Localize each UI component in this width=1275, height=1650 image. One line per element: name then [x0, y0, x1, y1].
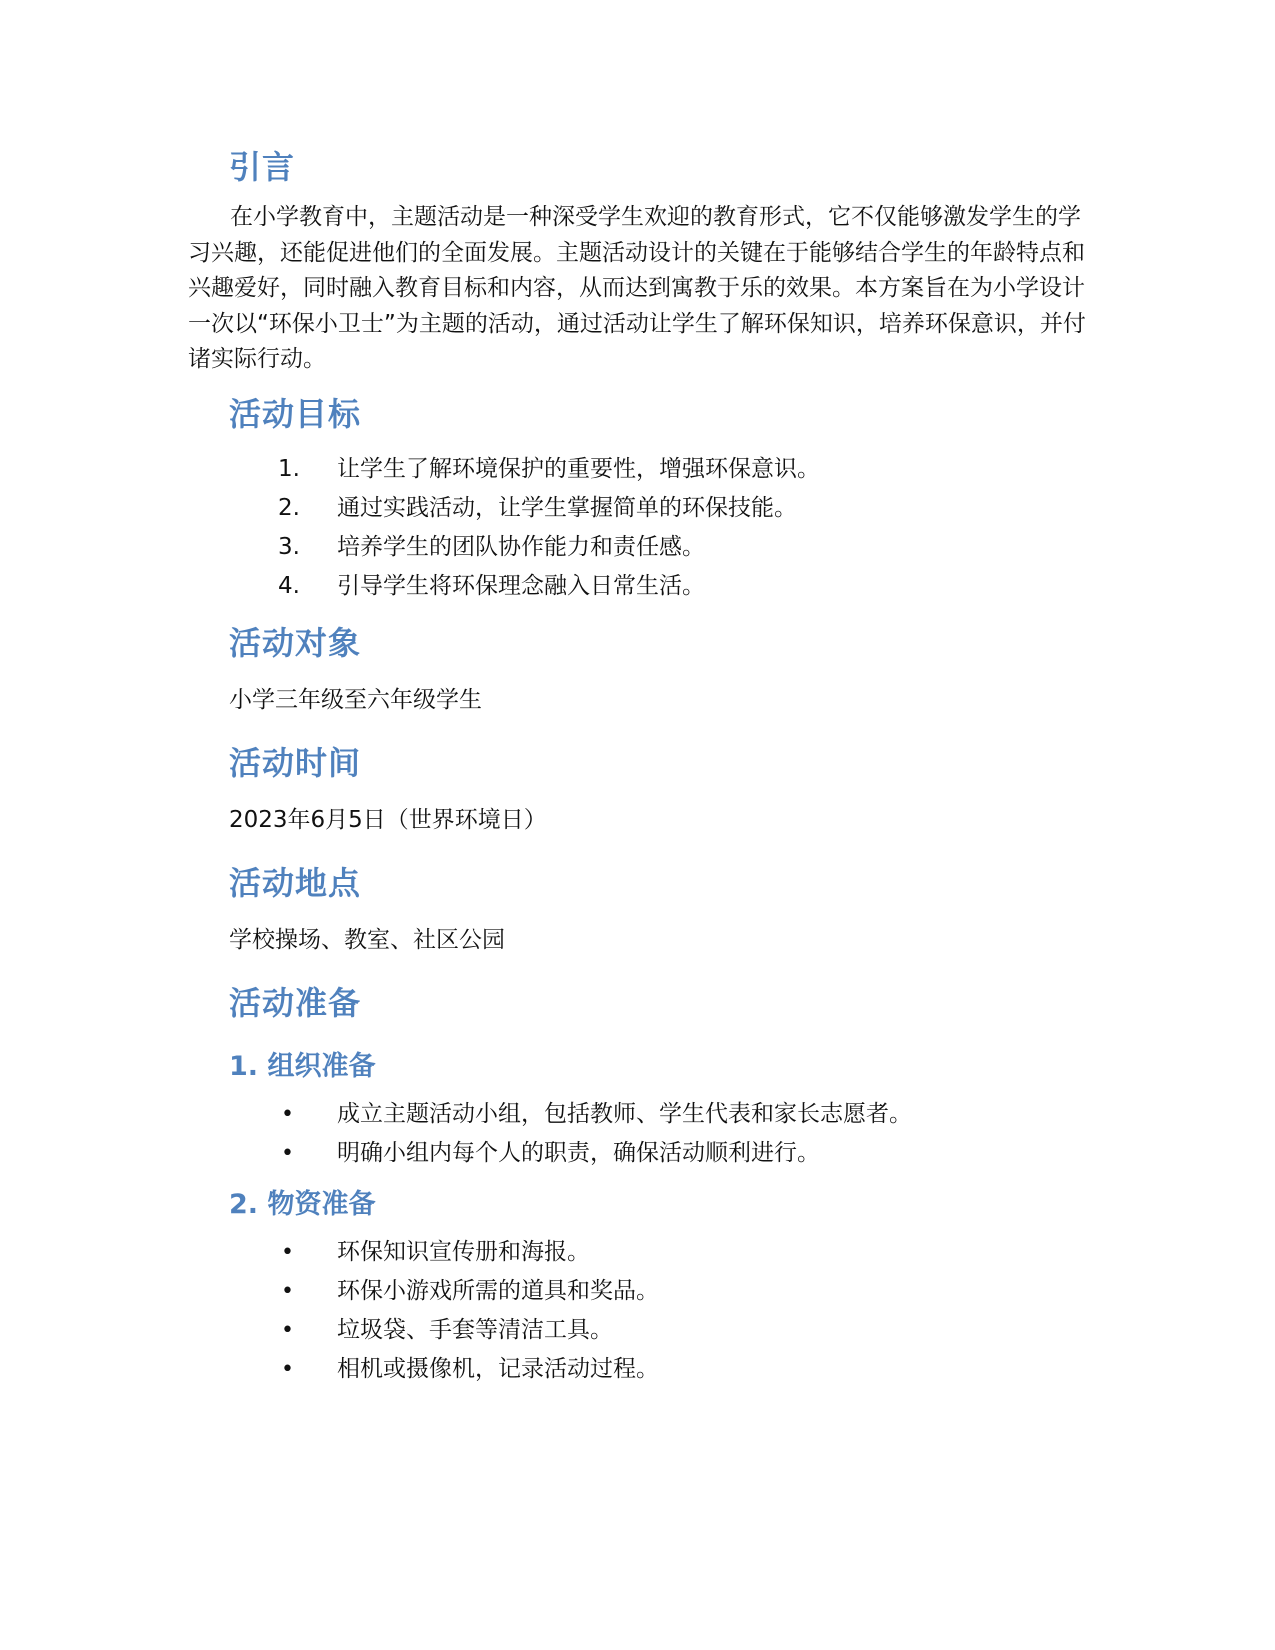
organization-subheading: 1. 组织准备 — [229, 1051, 376, 1082]
goal-text: 培养学生的团队协作能力和责任感。 — [337, 534, 705, 560]
time-text: 2023年6月5日（世界环境日） — [229, 807, 547, 833]
goals-heading: 活动目标 — [229, 395, 362, 433]
goals-list — [0, 450, 900, 606]
goal-number: 2. — [278, 495, 300, 521]
location-heading: 活动地点 — [229, 864, 362, 902]
goal-number: 4. — [278, 573, 300, 599]
goal-text: 通过实践活动，让学生掌握简单的环保技能。 — [337, 495, 797, 521]
intro-paragraph: 在小学教育中，主题活动是一种深受学生欢迎的教育形式，它不仅能够激发学生的学习兴趣，还能促进他们的全面发展。主题活动设计的关键在于能够结合学生的年龄特点和兴趣爱好，同时融入教育目标和内容，从而达到寓教于乐的效果。本方案旨在为小学设计一次以“环保小卫士”为主题的活动，通过活动让学生了解环保知识，培养环保意识，并付诸实际行动。 — [188, 204, 1086, 372]
audience-heading: 活动对象 — [229, 624, 362, 662]
materials-text: 环保知识宣传册和海报。 — [337, 1239, 590, 1265]
location-text: 学校操场、教室、社区公园 — [229, 927, 505, 953]
materials-item — [0, 1233, 900, 1272]
materials-list — [0, 1233, 900, 1389]
goal-number: 3. — [278, 534, 300, 560]
bullet-icon: • — [281, 1357, 294, 1382]
organization-text: 成立主题活动小组，包括教师、学生代表和家长志愿者。 — [337, 1101, 912, 1127]
materials-text: 相机或摄像机，记录活动过程。 — [337, 1356, 659, 1382]
time-heading: 活动时间 — [229, 744, 362, 782]
audience-text: 小学三年级至六年级学生 — [229, 687, 482, 713]
preparation-heading: 活动准备 — [229, 984, 362, 1022]
organization-text: 明确小组内每个人的职责，确保活动顺利进行。 — [337, 1140, 820, 1166]
bullet-icon: • — [281, 1318, 294, 1343]
bullet-icon: • — [281, 1279, 294, 1304]
materials-text: 环保小游戏所需的道具和奖品。 — [337, 1278, 659, 1304]
goal-text: 引导学生将环保理念融入日常生活。 — [337, 573, 705, 599]
goal-item — [0, 489, 900, 528]
materials-subheading: 2. 物资准备 — [229, 1189, 376, 1220]
goal-item — [0, 528, 900, 567]
goal-item — [0, 450, 900, 489]
materials-item — [0, 1272, 900, 1311]
intro-heading: 引言 — [229, 148, 296, 186]
materials-item — [0, 1350, 900, 1389]
bullet-icon: • — [281, 1102, 294, 1127]
goal-item — [0, 567, 900, 606]
goal-text: 让学生了解环境保护的重要性，增强环保意识。 — [337, 456, 820, 482]
bullet-icon: • — [281, 1240, 294, 1265]
bullet-icon: • — [281, 1141, 294, 1166]
organization-item — [0, 1095, 912, 1134]
goal-number: 1. — [278, 456, 300, 482]
organization-item — [0, 1134, 900, 1173]
materials-text: 垃圾袋、手套等清洁工具。 — [337, 1317, 613, 1343]
materials-item — [0, 1311, 900, 1350]
organization-list — [0, 1095, 912, 1173]
